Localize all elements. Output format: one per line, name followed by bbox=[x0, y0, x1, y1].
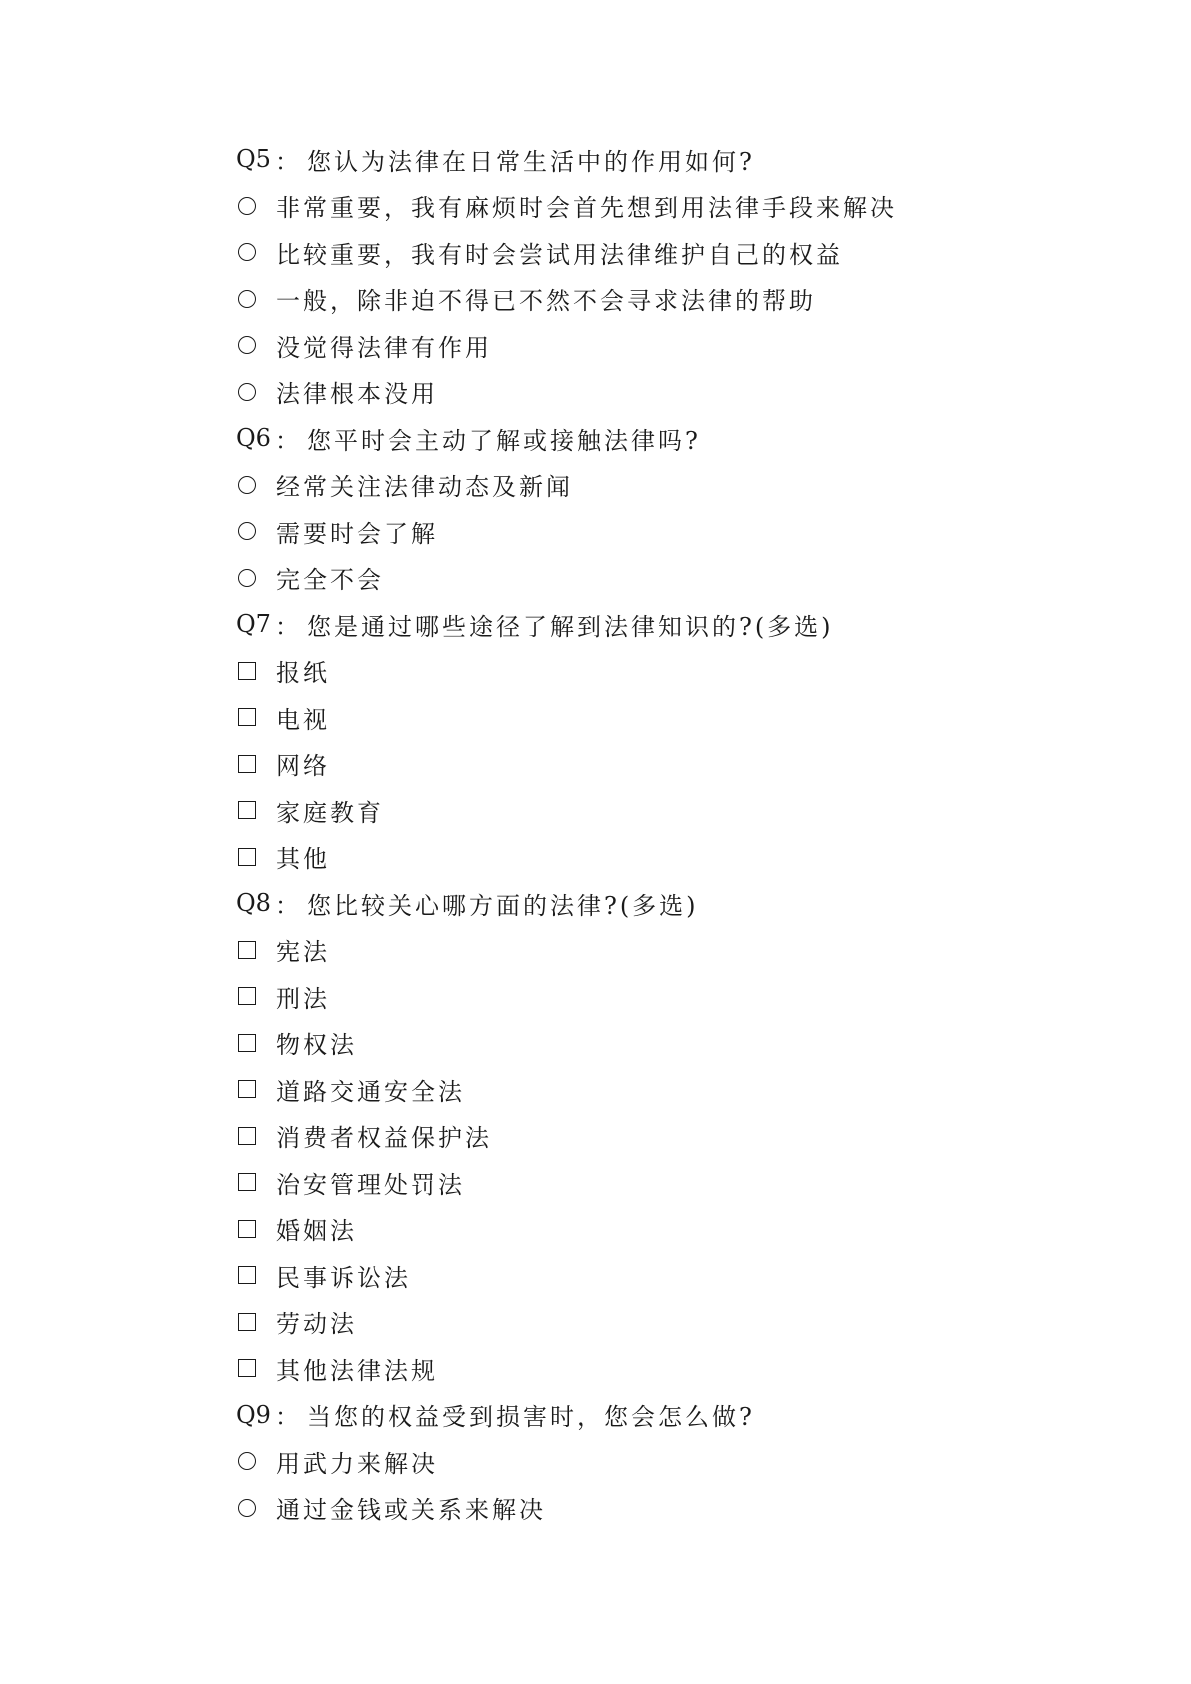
checkbox-square-icon[interactable] bbox=[238, 662, 256, 680]
checkbox-square-icon[interactable] bbox=[238, 1313, 256, 1331]
checkbox-square-icon[interactable] bbox=[238, 987, 256, 1005]
checkbox-square-icon[interactable] bbox=[238, 1127, 256, 1145]
option-label: 物权法 bbox=[276, 1031, 357, 1060]
option-label: 其他法律法规 bbox=[276, 1356, 438, 1385]
checkbox-option[interactable] bbox=[236, 648, 996, 695]
question-text: 您平时会主动了解或接触法律吗? bbox=[306, 426, 701, 455]
checkbox-square-icon[interactable] bbox=[238, 848, 256, 866]
radio-option[interactable] bbox=[236, 1485, 996, 1532]
radio-option[interactable] bbox=[236, 322, 996, 369]
question-label: Q9 bbox=[236, 1400, 271, 1429]
checkbox-option[interactable] bbox=[236, 927, 996, 974]
checkbox-square-icon[interactable] bbox=[238, 1359, 256, 1377]
checkbox-square-icon[interactable] bbox=[238, 941, 256, 959]
radio-option[interactable] bbox=[236, 462, 996, 509]
question-colon: ： bbox=[274, 147, 299, 176]
radio-circle-icon[interactable] bbox=[238, 1499, 256, 1517]
checkbox-option[interactable] bbox=[236, 834, 996, 881]
checkbox-option[interactable] bbox=[236, 1113, 996, 1160]
checkbox-option[interactable] bbox=[236, 1252, 996, 1299]
checkbox-option[interactable] bbox=[236, 1206, 996, 1253]
option-label: 道路交通安全法 bbox=[276, 1077, 465, 1106]
checkbox-square-icon[interactable] bbox=[238, 1266, 256, 1284]
option-label: 完全不会 bbox=[276, 566, 384, 595]
question-text: 当您的权益受到损害时，您会怎么做? bbox=[306, 1403, 755, 1432]
radio-option[interactable] bbox=[236, 555, 996, 602]
option-label: 报纸 bbox=[276, 659, 330, 688]
question-q7 bbox=[236, 601, 996, 648]
option-label: 需要时会了解 bbox=[276, 519, 438, 548]
question-q6 bbox=[236, 415, 996, 462]
checkbox-option[interactable] bbox=[236, 741, 996, 788]
question-text: 您比较关心哪方面的法律?(多选) bbox=[306, 891, 699, 920]
option-label: 非常重要，我有麻烦时会首先想到用法律手段来解决 bbox=[276, 194, 897, 223]
radio-option[interactable] bbox=[236, 229, 996, 276]
option-label: 消费者权益保护法 bbox=[276, 1124, 492, 1153]
checkbox-square-icon[interactable] bbox=[238, 1034, 256, 1052]
question-colon: ： bbox=[274, 1403, 299, 1432]
radio-circle-icon[interactable] bbox=[238, 522, 256, 540]
checkbox-square-icon[interactable] bbox=[238, 1220, 256, 1238]
option-label: 电视 bbox=[276, 705, 330, 734]
option-label: 比较重要，我有时会尝试用法律维护自己的权益 bbox=[276, 240, 843, 269]
checkbox-option[interactable] bbox=[236, 1345, 996, 1392]
option-label: 法律根本没用 bbox=[276, 380, 438, 409]
radio-circle-icon[interactable] bbox=[238, 197, 256, 215]
question-label: Q8 bbox=[236, 889, 271, 918]
question-q5 bbox=[236, 136, 996, 183]
option-label: 用武力来解决 bbox=[276, 1449, 438, 1478]
question-q9 bbox=[236, 1392, 996, 1439]
survey-page bbox=[236, 136, 996, 1531]
radio-option[interactable] bbox=[236, 508, 996, 555]
option-label: 网络 bbox=[276, 752, 330, 781]
radio-option[interactable] bbox=[236, 369, 996, 416]
option-label: 没觉得法律有作用 bbox=[276, 333, 492, 362]
radio-option[interactable] bbox=[236, 276, 996, 323]
radio-option[interactable] bbox=[236, 1438, 996, 1485]
question-colon: ： bbox=[274, 426, 299, 455]
checkbox-square-icon[interactable] bbox=[238, 801, 256, 819]
option-label: 经常关注法律动态及新闻 bbox=[276, 473, 573, 502]
question-colon: ： bbox=[274, 891, 299, 920]
option-label: 劳动法 bbox=[276, 1310, 357, 1339]
option-label: 治安管理处罚法 bbox=[276, 1170, 465, 1199]
radio-circle-icon[interactable] bbox=[238, 243, 256, 261]
question-colon: ： bbox=[274, 612, 299, 641]
radio-circle-icon[interactable] bbox=[238, 383, 256, 401]
question-label: Q6 bbox=[236, 424, 271, 453]
option-label: 家庭教育 bbox=[276, 798, 384, 827]
option-label: 刑法 bbox=[276, 984, 330, 1013]
option-label: 通过金钱或关系来解决 bbox=[276, 1496, 546, 1525]
checkbox-option[interactable] bbox=[236, 694, 996, 741]
question-label: Q7 bbox=[236, 610, 271, 639]
radio-circle-icon[interactable] bbox=[238, 336, 256, 354]
checkbox-option[interactable] bbox=[236, 1159, 996, 1206]
radio-option[interactable] bbox=[236, 183, 996, 230]
option-label: 民事诉讼法 bbox=[276, 1263, 411, 1292]
checkbox-square-icon[interactable] bbox=[238, 708, 256, 726]
checkbox-option[interactable] bbox=[236, 1066, 996, 1113]
checkbox-square-icon[interactable] bbox=[238, 1080, 256, 1098]
question-label: Q5 bbox=[236, 145, 271, 174]
radio-circle-icon[interactable] bbox=[238, 476, 256, 494]
option-label: 婚姻法 bbox=[276, 1217, 357, 1246]
checkbox-option[interactable] bbox=[236, 787, 996, 834]
checkbox-option[interactable] bbox=[236, 1299, 996, 1346]
radio-circle-icon[interactable] bbox=[238, 569, 256, 587]
checkbox-option[interactable] bbox=[236, 973, 996, 1020]
checkbox-option[interactable] bbox=[236, 1020, 996, 1067]
checkbox-square-icon[interactable] bbox=[238, 755, 256, 773]
question-text: 您是通过哪些途径了解到法律知识的?(多选) bbox=[306, 612, 834, 641]
option-label: 其他 bbox=[276, 845, 330, 874]
question-q8 bbox=[236, 880, 996, 927]
option-label: 一般，除非迫不得已不然不会寻求法律的帮助 bbox=[276, 287, 816, 316]
question-text: 您认为法律在日常生活中的作用如何? bbox=[306, 147, 755, 176]
checkbox-square-icon[interactable] bbox=[238, 1173, 256, 1191]
option-label: 宪法 bbox=[276, 938, 330, 967]
radio-circle-icon[interactable] bbox=[238, 1452, 256, 1470]
radio-circle-icon[interactable] bbox=[238, 290, 256, 308]
